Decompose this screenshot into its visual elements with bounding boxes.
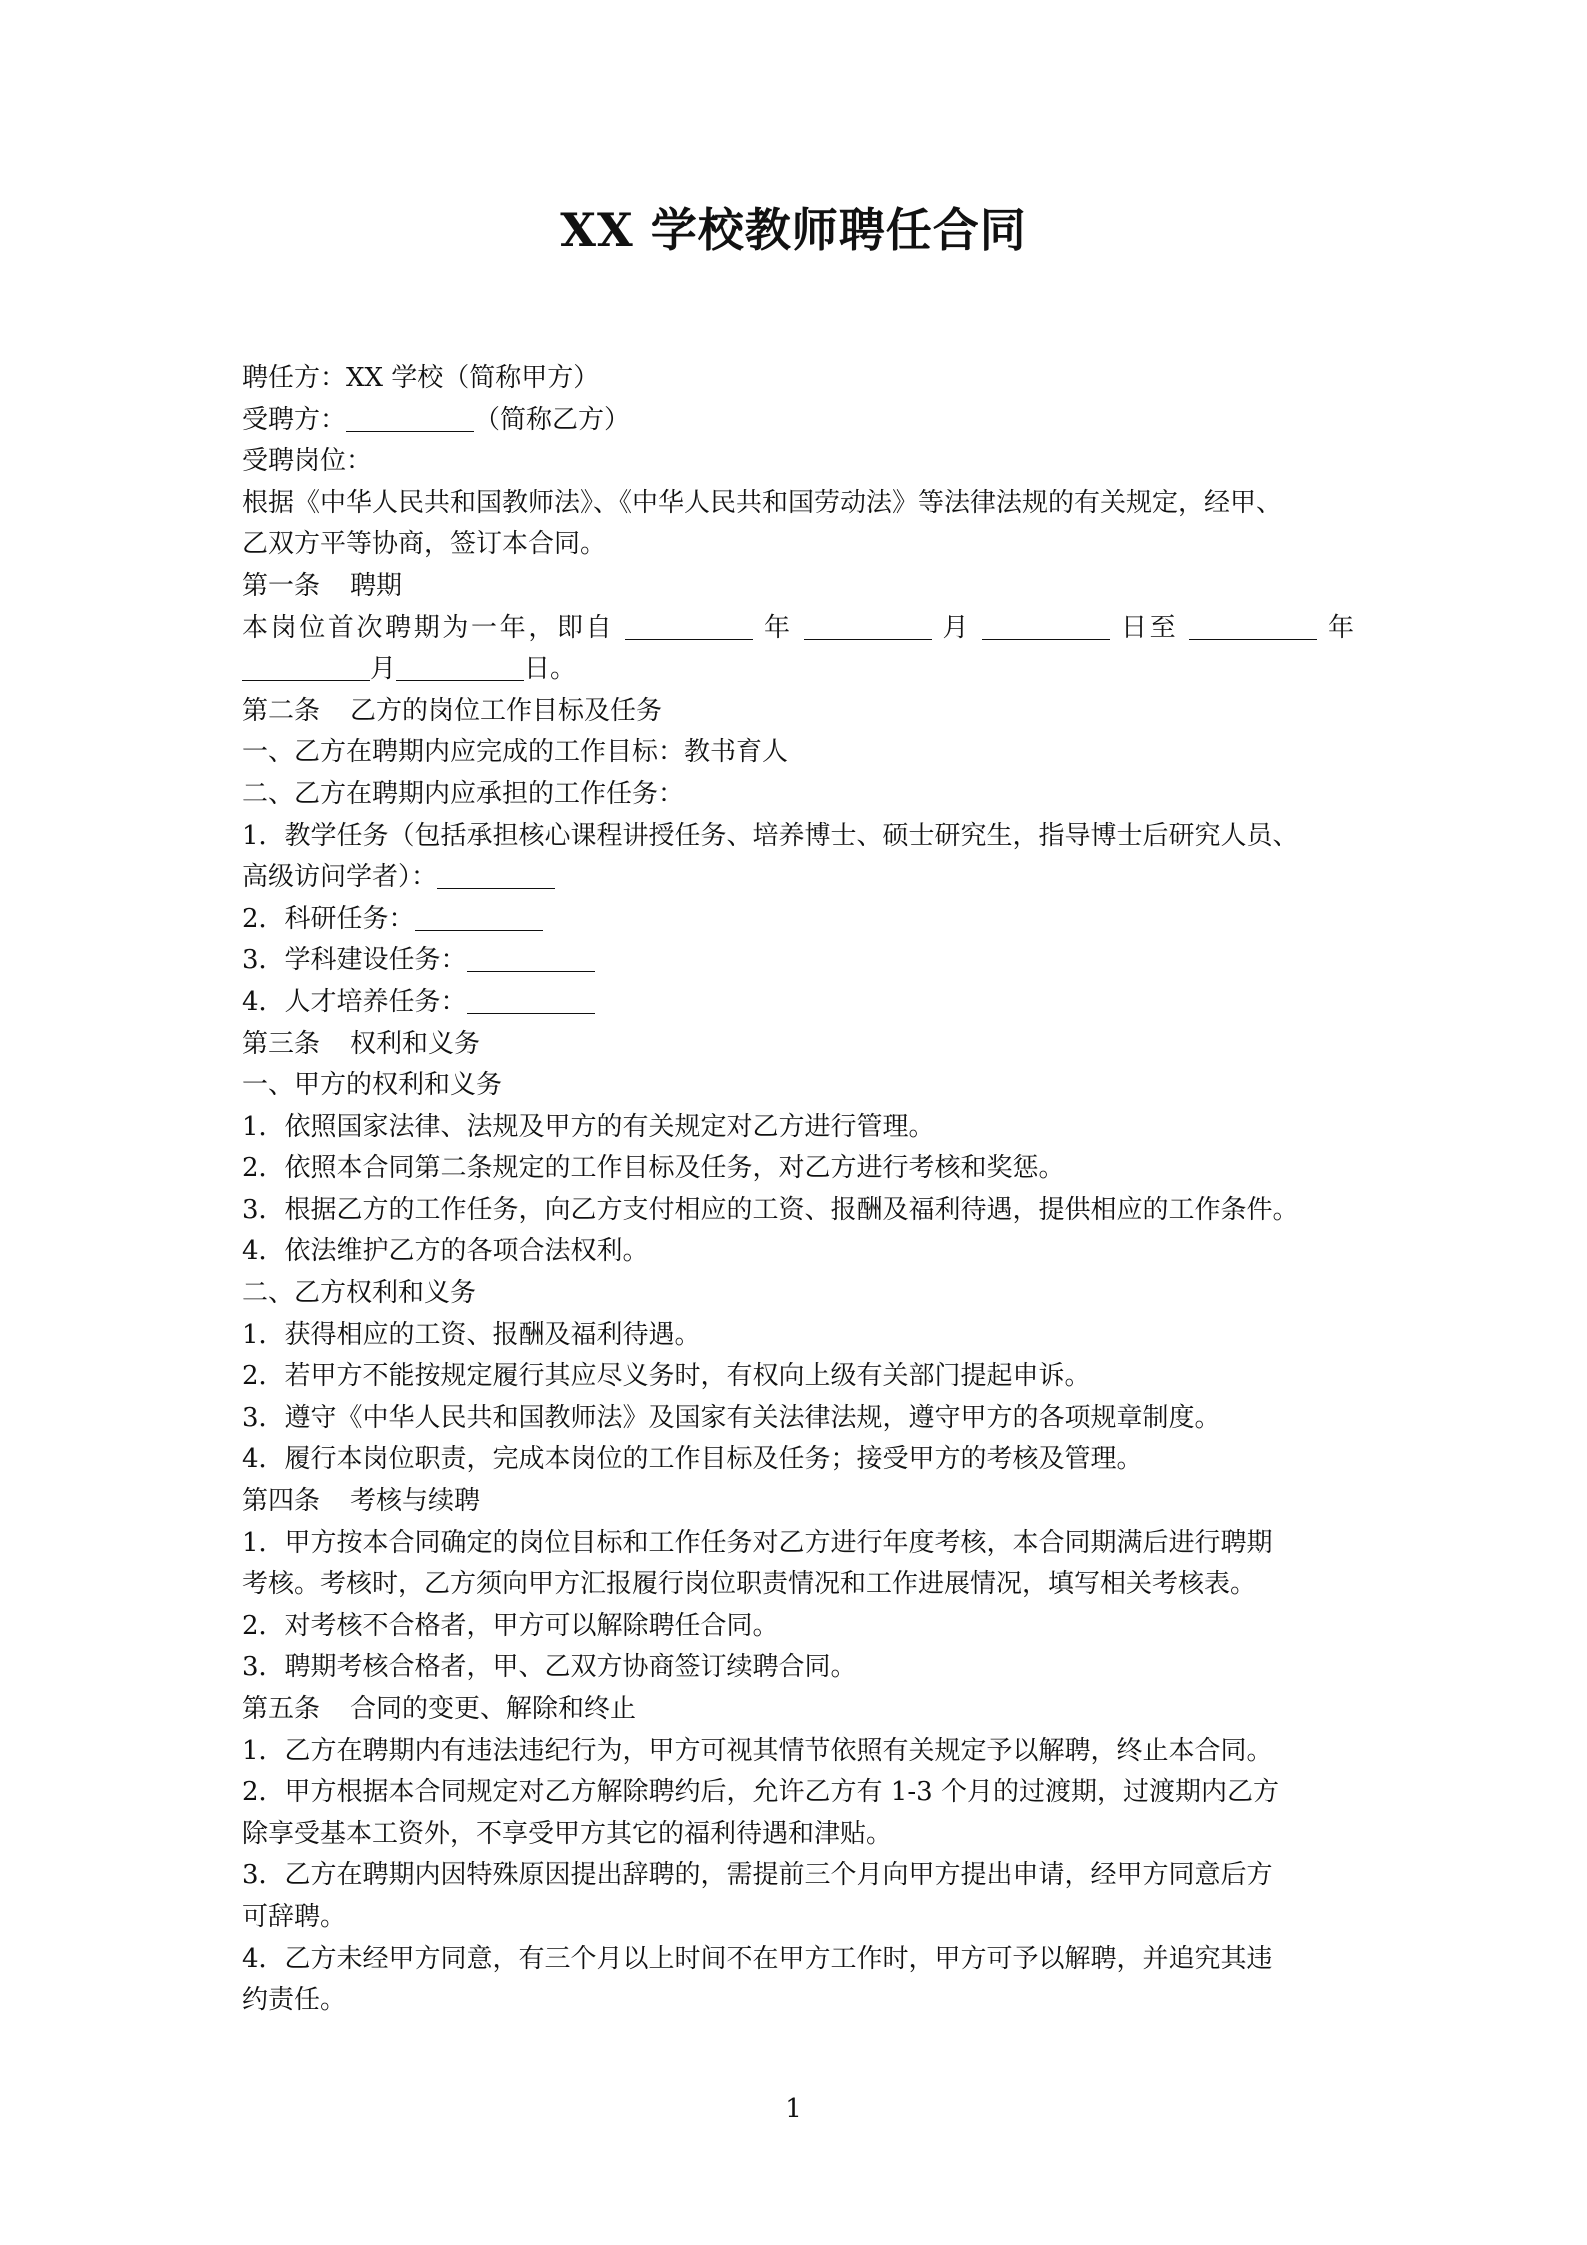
article-3-title: 权利和义务	[350, 1028, 481, 1059]
article-5-title: 合同的变更、解除和终止	[350, 1694, 637, 1724]
article-2-title: 乙方的岗位工作目标及任务	[350, 695, 663, 726]
party-b-item-2: 2．若甲方不能按规定履行其应尽义务时，有权向上级有关部门提起申诉。	[242, 1361, 1091, 1392]
task-1-blank[interactable]	[437, 862, 555, 889]
task-3-line	[242, 940, 1354, 982]
contract-body	[242, 358, 1354, 2022]
start-day-label: 日至	[1120, 612, 1179, 643]
article-1-title: 聘期	[350, 570, 403, 601]
employee-label: 受聘方：	[242, 404, 347, 435]
task-3-label: 3．学科建设任务：	[242, 945, 467, 976]
article-5-heading	[242, 1689, 1354, 1731]
end-day-blank[interactable]	[396, 654, 524, 681]
end-month-blank[interactable]	[242, 654, 370, 681]
term-prefix: 本岗位首次聘期为一年，即自	[242, 612, 615, 643]
employee-name-blank[interactable]	[346, 405, 474, 432]
employer-line: 聘任方：XX 学校（简称甲方）	[242, 363, 600, 393]
article-5-item-1: 1．乙方在聘期内有违法违纪行为，甲方可视其情节依照有关规定予以解聘，终止本合同。	[242, 1735, 1273, 1766]
article-5-item-4-line-1: 4．乙方未经甲方同意，有三个月以上时间不在甲方工作时，甲方可予以解聘，并追究其违	[242, 1943, 1273, 1974]
article-5-item-3-line-1: 3．乙方在聘期内因特殊原因提出辞聘的，需提前三个月向甲方提出申请，经甲方同意后方	[242, 1860, 1273, 1891]
article-1-number: 第一条	[242, 570, 321, 601]
work-tasks-heading: 二、乙方在聘期内应承担的工作任务：	[242, 778, 685, 809]
party-a-item-2: 2．依照本合同第二条规定的工作目标及任务，对乙方进行考核和奖惩。	[242, 1153, 1065, 1184]
work-goal-line: 一、乙方在聘期内应完成的工作目标：教书育人	[242, 737, 789, 768]
start-year-blank[interactable]	[625, 613, 753, 640]
party-a-item-4: 4．依法维护乙方的各项合法权利。	[242, 1236, 649, 1267]
term-line-1	[242, 608, 1354, 650]
article-4-title: 考核与续聘	[350, 1486, 481, 1517]
start-year-label: 年	[764, 612, 793, 643]
employee-suffix: （简称乙方）	[474, 404, 631, 435]
intro-line-1: 根据《中华人民共和国教师法》、《中华人民共和国劳动法》等法律法规的有关规定，经甲、	[242, 487, 1283, 518]
intro-line-2: 乙双方平等协商，签订本合同。	[242, 529, 607, 560]
task-1-line-1: 1．教学任务（包括承担核心课程讲授任务、培养博士、硕士研究生，指导博士后研究人员、	[242, 820, 1299, 851]
party-b-item-1: 1．获得相应的工资、报酬及福利待遇。	[242, 1319, 701, 1350]
party-b-heading: 二、乙方权利和义务	[242, 1278, 477, 1309]
article-5-number: 第五条	[242, 1694, 321, 1724]
employee-line	[242, 400, 1354, 442]
page-number: 1	[785, 2094, 802, 2124]
article-5-item-2-line-1: 2．甲方根据本合同规定对乙方解除聘约后，允许乙方有 1-3 个月的过渡期，过渡期内乙方	[242, 1777, 1279, 1808]
article-1-heading	[242, 566, 1354, 608]
party-b-item-3: 3．遵守《中华人民共和国教师法》及国家有关法律法规，遵守甲方的各项规章制度。	[242, 1402, 1221, 1433]
article-4-item-1-line-2: 考核。考核时，乙方须向甲方汇报履行岗位职责情况和工作进展情况，填写相关考核表。	[242, 1569, 1257, 1600]
article-3-number: 第三条	[242, 1028, 321, 1059]
article-4-item-3: 3．聘期考核合格者，甲、乙双方协商签订续聘合同。	[242, 1652, 857, 1683]
task-1-label: 高级访问学者）：	[242, 862, 438, 893]
article-2-heading	[242, 691, 1354, 733]
start-month-blank[interactable]	[804, 613, 932, 640]
position-line: 受聘岗位：	[242, 446, 373, 477]
party-a-heading: 一、甲方的权利和义务	[242, 1070, 503, 1101]
article-4-item-2: 2．对考核不合格者，甲方可以解除聘任合同。	[242, 1610, 779, 1641]
article-4-number: 第四条	[242, 1486, 321, 1517]
task-1-line-2	[242, 857, 1354, 899]
end-month-label: 月	[370, 654, 397, 685]
article-2-number: 第二条	[242, 695, 321, 726]
party-a-item-1: 1．依照国家法律、法规及甲方的有关规定对乙方进行管理。	[242, 1111, 935, 1142]
article-5-item-4-line-2: 约责任。	[242, 1985, 347, 2016]
article-4-item-1-line-1: 1．甲方按本合同确定的岗位目标和工作任务对乙方进行年度考核，本合同期满后进行聘期	[242, 1527, 1273, 1558]
article-5-item-3-line-2: 可辞聘。	[242, 1901, 347, 1932]
task-4-label: 4．人才培养任务：	[242, 986, 467, 1017]
start-month-label: 月	[942, 612, 972, 643]
task-4-blank[interactable]	[467, 987, 595, 1014]
end-day-label: 日。	[524, 654, 577, 685]
page-title: XX 学校教师聘任合同	[560, 203, 1027, 257]
task-2-blank[interactable]	[415, 904, 543, 931]
task-2-line	[242, 899, 1354, 941]
party-a-item-3: 3．根据乙方的工作任务，向乙方支付相应的工资、报酬及福利待遇，提供相应的工作条件。	[242, 1194, 1299, 1225]
start-day-blank[interactable]	[982, 613, 1110, 640]
party-b-item-4: 4．履行本岗位职责，完成本岗位的工作目标及任务；接受甲方的考核及管理。	[242, 1444, 1143, 1475]
article-4-heading	[242, 1481, 1354, 1523]
end-year-blank[interactable]	[1189, 613, 1317, 640]
task-2-label: 2．科研任务：	[242, 903, 415, 934]
term-line-2	[242, 649, 1354, 691]
task-4-line	[242, 982, 1354, 1024]
task-3-blank[interactable]	[467, 945, 595, 972]
article-5-item-2-line-2: 除享受基本工资外，不享受甲方其它的福利待遇和津贴。	[242, 1818, 893, 1849]
article-3-heading	[242, 1024, 1354, 1066]
end-year-label: 年	[1328, 612, 1355, 643]
